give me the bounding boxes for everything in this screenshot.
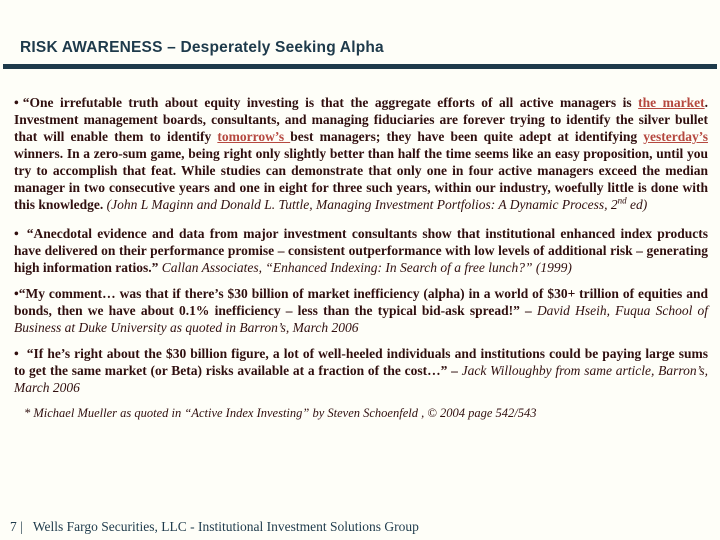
bullet-paragraph-4 [14,345,708,396]
paragraph-text: “Anecdotal evidence and data from major investment consultants show that institutional enhanced index products have delivered on their performance promise – consistent outperformance with low levels of additional risk – generating high information ratios.” [14,226,708,275]
page-number: 7 | [10,519,23,534]
citation-maginn-tuttle-end: ed) [626,197,648,212]
citation-hseih: David Hseih, Fuqua School of Business at Duke University as quoted in Barron’s, March 2006 [14,303,708,335]
bullet-marker: • [14,95,19,110]
slide-footer [10,519,419,535]
paragraph-text: best managers; they have been quite adept at identifying [290,129,644,144]
footer-org-text: Wells Fargo Securities, LLC - Institutional Investment Solutions Group [32,519,419,534]
paragraph-text: “If he’s right about the $30 billion figure, a lot of well-heeled individuals and institutions could be paying large sums to get the same market (or Beta) risks available at a fraction of the cost…” – [14,346,708,378]
superscript-ordinal: nd [617,195,627,206]
bullet-marker: • [14,226,19,241]
paragraph-text: winners. In a zero-sum game, being right only slightly better than half the time seems like an easy proposition, until you try to accomplish that feat. While studies can demonstrate that only one in four active managers exceed the median manager in two consecutive years and one in eight for three such years, within our industry, woefully little is done with this knowledge. [14,146,708,212]
citation-willoughby: Jack Willoughby from same article, Barron’s, March 2006 [14,363,708,395]
bullet-paragraph-1 [14,94,708,213]
bullet-paragraph-3 [14,285,708,336]
footnote-mueller: * Michael Mueller as quoted in “Active Index Investing” by Steven Schoenfeld , © 2004 page 542/543 [24,406,537,420]
link-yesterdays[interactable]: yesterday’s [643,129,708,144]
slide-title: RISK AWARENESS – Desperately Seeking Alpha [20,39,384,56]
bullet-marker: • [14,346,19,361]
paragraph-text: “One irrefutable truth about equity investing is that the aggregate efforts of all active managers is [22,95,639,110]
slide-body [14,94,708,422]
citation-callan: Callan Associates, “Enhanced Indexing: In Search of a free lunch?” (1999) [161,260,572,275]
citation-maginn-tuttle: (John L Maginn and Donald L. Tuttle, Managing Investment Portfolios: A Dynamic Process, 2 [106,197,618,212]
paragraph-text: “My comment… was that if there’s $30 billion of market inefficiency (alpha) in a world of $30+ trillion of equities and bonds, then we have about 0.1% inefficiency – less than the typical bid-ask spread!” – [14,286,708,318]
link-the-market[interactable]: the market [638,95,705,110]
paragraph-text: . Investment management boards, consultants, and managing fiduciaries are forever trying to identify the silver bullet that will enable them to identify [14,95,708,144]
link-tomorrows[interactable]: tomorrow’s [217,129,291,144]
bullet-paragraph-2 [14,225,708,276]
title-double-rule [3,64,717,69]
bullet-marker: • [14,286,19,301]
